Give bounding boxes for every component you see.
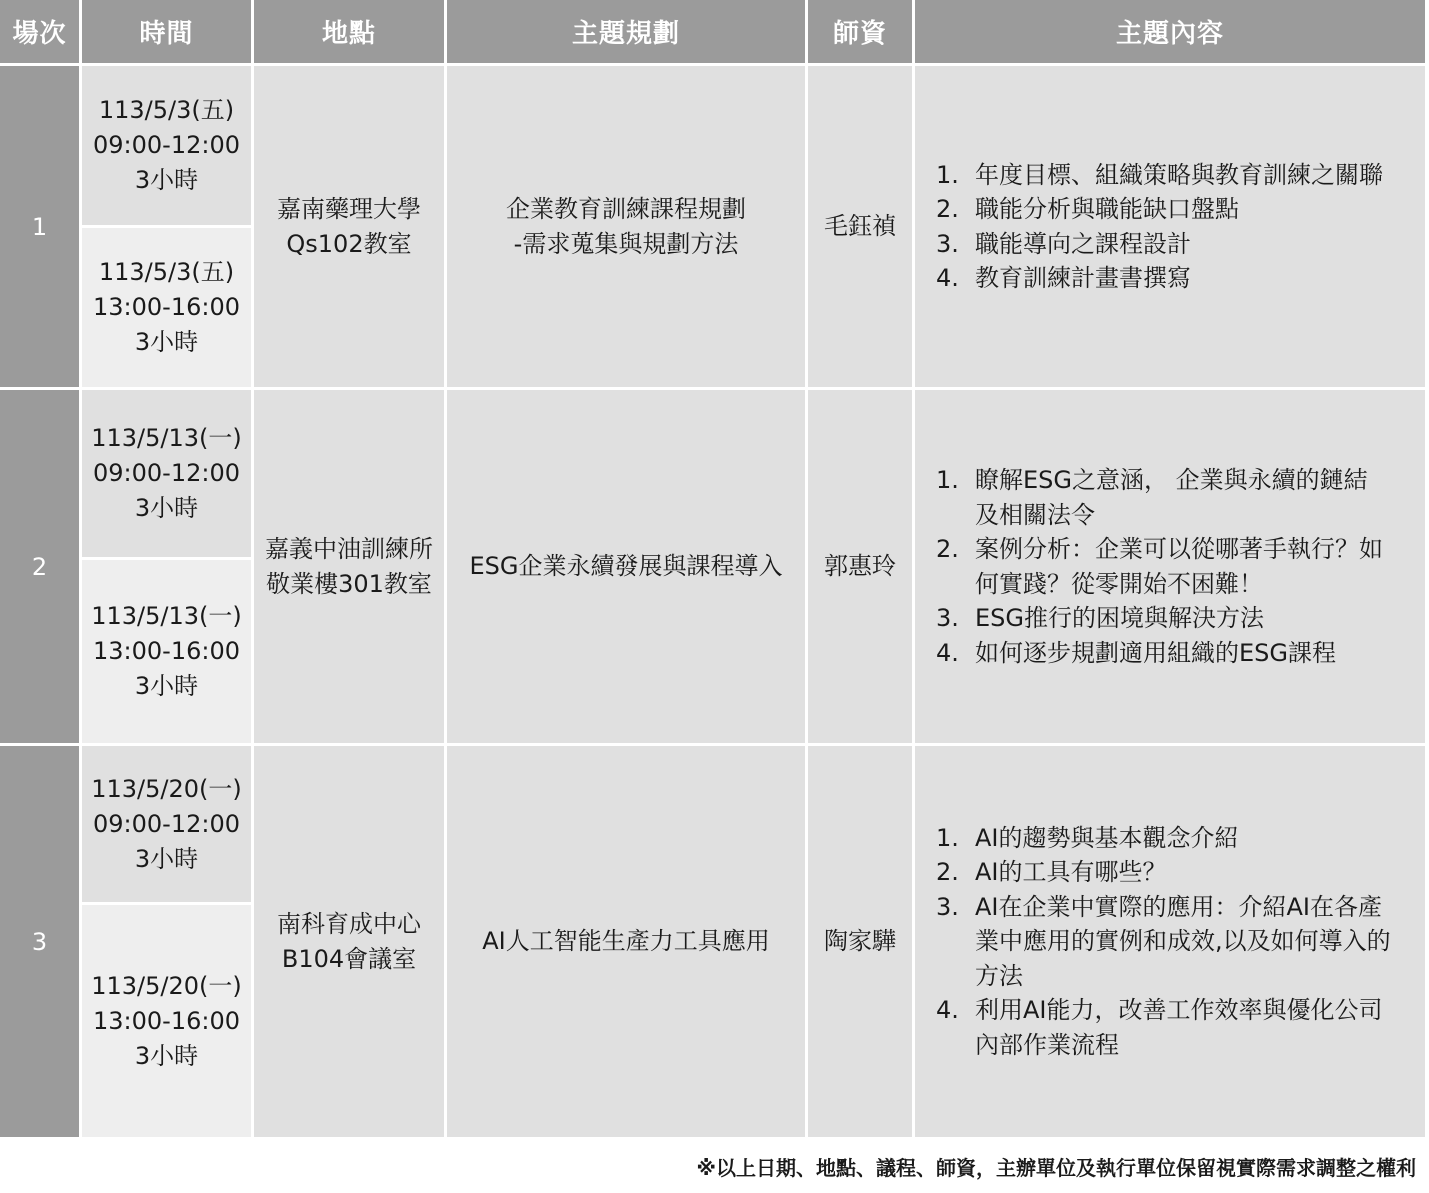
topic-item: 案例分析：企業可以從哪著手執行？如何實踐？從零開始不困難！: [975, 535, 1383, 598]
topic-content: [915, 66, 1425, 387]
slot-date: 113/5/13(一): [91, 424, 242, 452]
theme-title: AI人工智能生產力工具應用: [482, 927, 770, 955]
topic-item: 職能導向之課程設計: [975, 229, 1191, 258]
time-slot: [82, 905, 251, 1137]
theme-title: 企業教育訓練課程規劃: [506, 194, 746, 223]
slot-date: 113/5/3(五): [98, 96, 235, 124]
theme-cell: [447, 390, 805, 743]
slot-time: 13:00-16:00: [93, 637, 240, 665]
topic-list: [915, 158, 1383, 296]
slot-time: 13:00-16:00: [93, 1006, 240, 1035]
topic-item: ESG推行的困境與解決方法: [975, 604, 1264, 632]
slot-time: 09:00-12:00: [93, 131, 240, 159]
header-theme: 主題規劃: [447, 0, 805, 63]
location-room: 敬業樓301教室: [266, 569, 432, 598]
time-slot: [82, 390, 251, 557]
teacher-name: 毛鈺禎: [808, 66, 912, 387]
header-session: 場次: [0, 0, 79, 63]
slot-date: 113/5/3(五): [98, 258, 235, 286]
slot-date: 113/5/20(一): [91, 774, 242, 803]
disclaimer-note: ※以上日期、地點、議程、師資，主辦單位及執行單位保留視實際需求調整之權利: [696, 1156, 1416, 1180]
topic-item: 瞭解ESG之意涵， 企業與永續的鏈結及相關法令: [975, 466, 1368, 529]
time-slot: [82, 746, 251, 902]
slot-date: 113/5/20(一): [91, 971, 242, 1000]
location-room: Qs102教室: [286, 229, 412, 258]
slot-hours: 3小時: [134, 844, 199, 873]
topic-content: [915, 746, 1425, 1137]
session-number: 3: [0, 746, 79, 1137]
topic-item: 職能分析與職能缺口盤點: [975, 195, 1239, 223]
topic-content: [915, 390, 1425, 743]
slot-hours: 3小時: [134, 1041, 199, 1070]
topic-item: 年度目標、組織策略與教育訓練之關聯: [975, 160, 1383, 189]
topic-list: [915, 821, 1400, 1063]
location-cell: [254, 390, 444, 743]
time-slot: [82, 228, 251, 387]
theme-title: ESG企業永續發展與課程導入: [469, 552, 783, 580]
header-teacher: 師資: [808, 0, 912, 63]
topic-item: 如何逐步規劃適用組織的ESG課程: [975, 638, 1336, 667]
header-time: 時間: [82, 0, 251, 63]
location-venue: 嘉義中油訓練所: [265, 534, 433, 563]
time-slot: [82, 66, 251, 225]
time-slot: [82, 560, 251, 743]
location-room: B104會議室: [281, 944, 417, 973]
header-location: 地點: [254, 0, 444, 63]
slot-hours: 3小時: [134, 494, 199, 522]
slot-date: 113/5/13(一): [91, 602, 242, 630]
slot-hours: 3小時: [134, 166, 199, 194]
header-content: 主題內容: [915, 0, 1425, 63]
location-cell: [254, 66, 444, 387]
topic-item: AI的趨勢與基本觀念介紹: [975, 823, 1239, 852]
teacher-name: 郭惠玲: [808, 390, 912, 743]
topic-list: [915, 463, 1390, 670]
topic-item: 利用AI能力，改善工作效率與優化公司內部作業流程: [975, 996, 1383, 1059]
slot-time: 13:00-16:00: [93, 293, 240, 321]
session-number: 2: [0, 390, 79, 743]
location-venue: 嘉南藥理大學: [277, 194, 421, 223]
slot-hours: 3小時: [134, 672, 199, 700]
slot-time: 09:00-12:00: [93, 809, 240, 838]
theme-cell: [447, 746, 805, 1137]
slot-hours: 3小時: [134, 328, 199, 356]
slot-time: 09:00-12:00: [93, 459, 240, 487]
location-venue: 南科育成中心: [277, 909, 421, 938]
theme-subtitle: -需求蒐集與規劃方法: [513, 229, 739, 258]
topic-item: AI在企業中實際的應用：介紹AI在各產業中應用的實例和成效,以及如何導入的方法: [975, 892, 1391, 990]
theme-cell: [447, 66, 805, 387]
teacher-name: 陶家驊: [808, 746, 912, 1137]
session-number: 1: [0, 66, 79, 387]
topic-item: 教育訓練計畫書撰寫: [975, 264, 1191, 292]
location-cell: [254, 746, 444, 1137]
topic-item: AI的工具有哪些？: [975, 858, 1167, 887]
